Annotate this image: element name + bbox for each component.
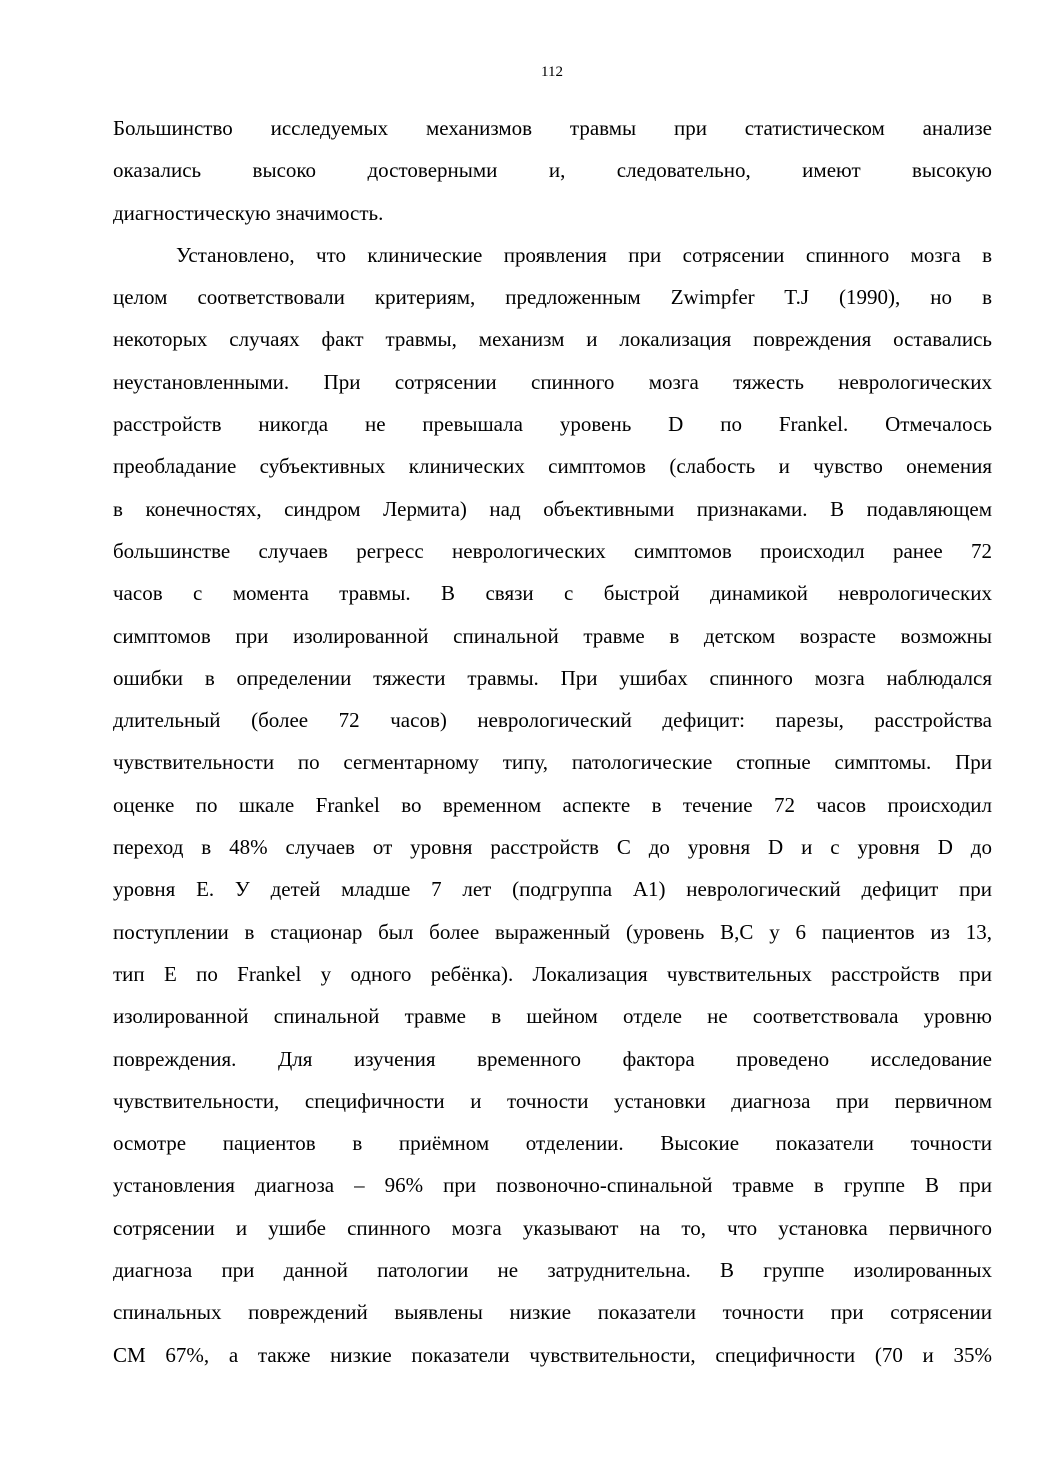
paragraph [113,234,992,1376]
text-line: спинальных повреждений выявлены низкие показатели точности при сотрясении [113,1300,992,1325]
text-line: осмотре пациентов в приёмном отделении. Высокие показатели точности [113,1131,992,1156]
text-line: поступлении в стационар был более выраженный (уровень В,С у 6 пациентов из 13, [113,919,992,944]
page-number: 112 [541,64,563,80]
text-line: чувствительности, специфичности и точности установки диагноза при первичном [113,1088,992,1113]
text-line: тип Е по Frankel у одного ребёнка). Локализация чувствительных расстройств при [113,961,992,986]
text-line: уровня Е. У детей младше 7 лет (подгруппа А1) неврологический дефицит при [113,877,992,902]
text-line: Большинство исследуемых механизмов травмы при статистическом анализе [113,116,992,140]
text-line: преобладание субъективных клинических симптомов (слабость и чувство онемения [113,454,992,479]
text-line: целом соответствовали критериям, предложенным Zwimpfer T.J (1990), но в [113,285,992,310]
text-line: длительный (более 72 часов) неврологический дефицит: парезы, расстройства [113,708,992,733]
text-line: СМ 67%, а также низкие показатели чувствительности, специфичности (70 и 35% [113,1342,992,1367]
text-line: оценке по шкале Frankel во временном аспекте в течение 72 часов происходил [113,792,992,817]
text-line: Установлено, что клинические проявления при сотрясении спинного мозга в [176,242,992,267]
text-line: в конечностях, синдром Лермита) над объективными признаками. В подавляющем [113,496,992,521]
text-line: диагностическую значимость. [113,200,384,225]
text-line: переход в 48% случаев от уровня расстройств С до уровня D и с уровня D до [113,835,992,860]
text-line: повреждения. Для изучения временного фактора проведено исследование [113,1046,992,1071]
text-line: симптомов при изолированной спинальной травме в детском возрасте возможны [113,623,992,648]
text-line: изолированной спинальной травме в шейном отделе не соответствовала уровню [113,1004,992,1029]
text-line: диагноза при данной патологии не затруднительна. В группе изолированных [113,1258,992,1283]
text-line: сотрясении и ушибе спинного мозга указывают на то, что установка первичного [113,1215,992,1240]
text-line: некоторых случаях факт травмы, механизм и локализация повреждения оставались [113,327,992,352]
text-line: неустановленными. При сотрясении спинного мозга тяжесть неврологических [113,369,992,394]
text-line: часов с момента травмы. В связи с быстрой динамикой неврологических [113,581,992,606]
text-line: оказались высоко достоверными и, следовательно, имеют высокую [113,158,992,183]
text-line: расстройств никогда не превышала уровень D по Frankel. Отмечалось [113,412,992,437]
body-text [113,107,992,1376]
paragraph [113,107,992,234]
text-line: большинстве случаев регресс неврологических симптомов происходил ранее 72 [113,538,992,563]
text-line: установления диагноза – 96% при позвоночно-спинальной травме в группе В при [113,1173,992,1198]
text-line: чувствительности по сегментарному типу, патологические стопные симптомы. При [113,750,992,775]
text-line: ошибки в определении тяжести травмы. При ушибах спинного мозга наблюдался [113,665,992,690]
